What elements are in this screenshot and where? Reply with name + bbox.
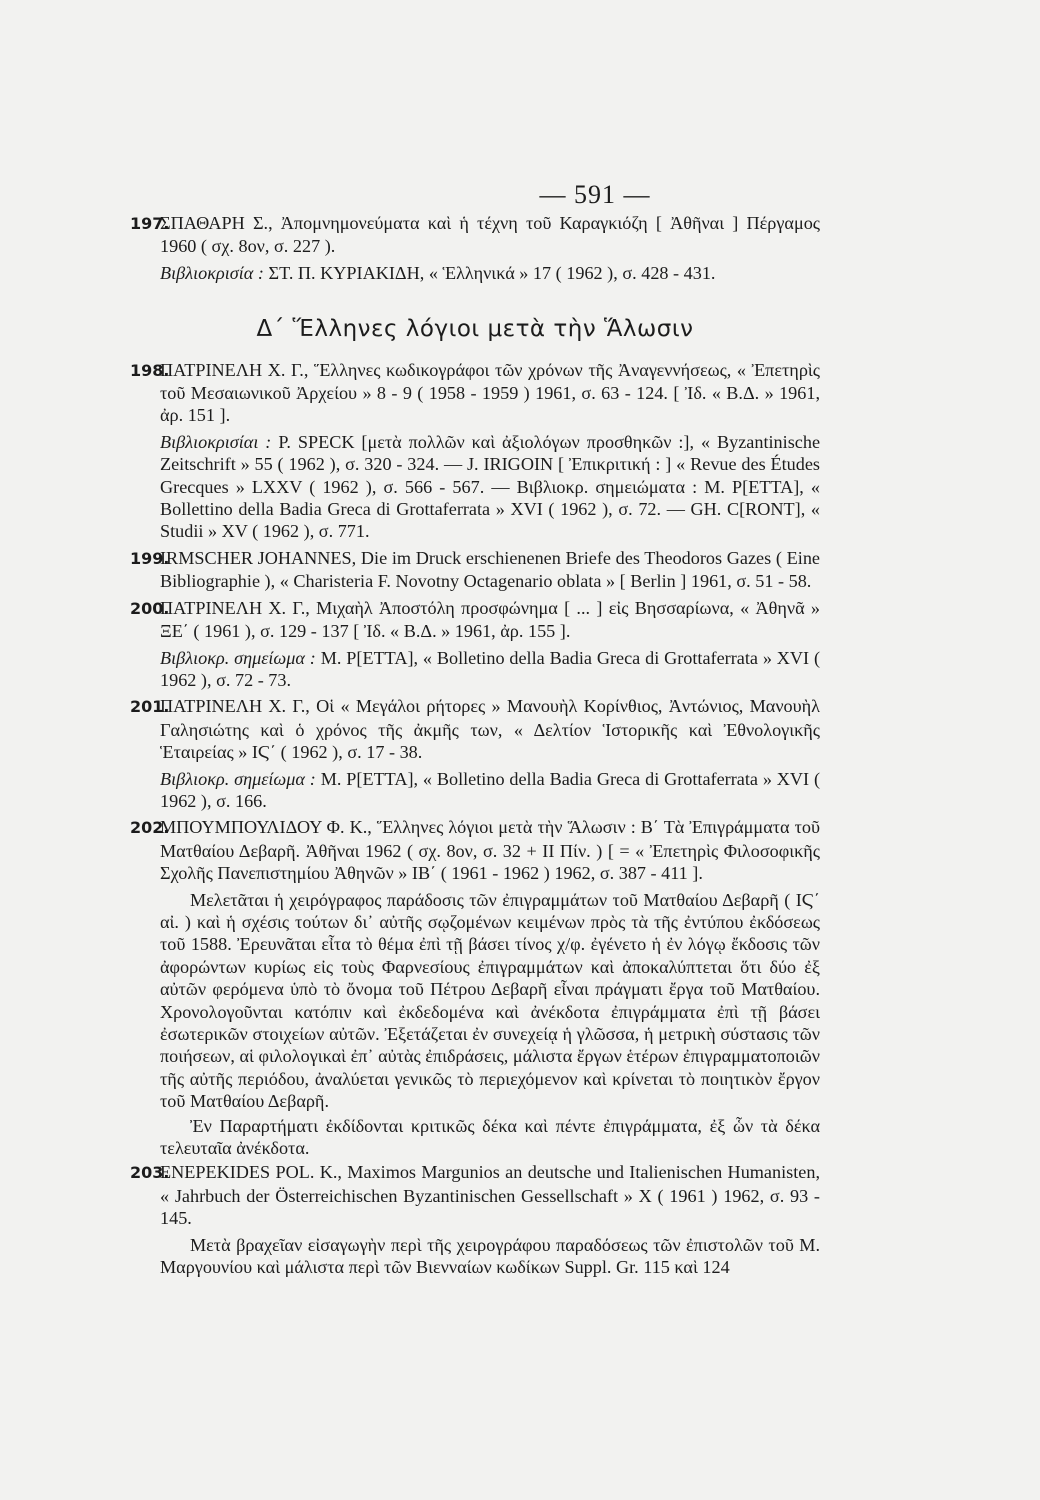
- bibliography-content: [130, 212, 820, 1280]
- entry-number: 199.: [130, 548, 170, 568]
- entry-text: ΠΑΤΡΙΝΕΛΗ Χ. Γ., Ἕλληνες κωδικογράφοι τῶν χρόνων τῆς Ἀναγεννήσεως, « Ἐπετηρὶς τοῦ Μεσαιωνικοῦ Ἀρχείου » 8 - 9 ( 1958 - 1959 ) 1961, σ. 63 - 124. [ Ἰδ. « Β.Δ. » 1961, ἀρ. 151 ].: [160, 359, 820, 426]
- review-197: [130, 262, 820, 284]
- review-text: P. SPECK [μετὰ πολλῶν καὶ ἀξιολόγων προσθηκῶν :], « Byzantinische Zeitschrift » 55 ( 1962 ), σ. 320 - 324. — J. IRIGOIN [ Ἐπικριτική : ] « Revue des Études Grecques » LXXV ( 1962 ), σ. 566 - 567. — Βιβλιοκρ. σημειώματα : M. P[ETTA], « Bollettino della Badia Greca di Grottaferrata » XVI ( 1962 ), σ. 72. — GH. C[RONT], « Studii » XV ( 1962 ), σ. 771.: [160, 431, 821, 542]
- entry-number: 200.: [130, 598, 170, 618]
- section-heading: Δ΄ Ἕλληνες λόγιοι μετὰ τὴν Ἅλωσιν: [256, 316, 694, 343]
- review-label: Βιβλιοκρισία :: [160, 262, 264, 283]
- review-text: M. P[ETTA], « Bolletino della Badia Greca di Grottaferrata » XVI ( 1962 ), σ. 72 - 73.: [160, 647, 821, 690]
- review-text: ΣΤ. Π. ΚΥΡΙΑΚΙΔΗ, « Ἑλληνικά » 17 ( 1962 ), σ. 428 - 431.: [268, 262, 716, 283]
- entry-203: [130, 1161, 820, 1229]
- entry-text: ΠΑΤΡΙΝΕΛΗ Χ. Γ., Οἱ « Μεγάλοι ρήτορες » Μανουὴλ Κορίνθιος, Ἀντώνιος, Μανουὴλ Γαλησιώτης καὶ ὁ χρόνος τῆς ἀκμῆς των, « Δελτίον Ἱστορικῆς καὶ Ἐθνολογικῆς Ἑταιρείας » ΙϚ΄ ( 1962 ), σ. 17 - 38.: [160, 696, 820, 763]
- entry-198: [130, 359, 820, 427]
- entry-number: 197.: [130, 214, 170, 233]
- entry-197: [130, 212, 820, 258]
- summary-202-b: Ἐν Παραρτήματι ἐκδίδονται κριτικῶς δέκα καὶ πέντε ἐπιγράμματα, ἐξ ὧν τὰ δέκα τελευταῖα ἀνέκδοτα.: [160, 1115, 820, 1159]
- entry-text: ΠΑΤΡΙΝΕΛΗ Χ. Γ., Μιχαὴλ Ἀποστόλη προσφώνημα [ ... ] εἰς Βησσαρίωνα, « Ἀθηνᾶ » ΞΕ΄ ( 1961 ), σ. 129 - 137 [ Ἰδ. « Β.Δ. » 1961, ἀρ. 155 ].: [160, 597, 820, 642]
- entry-number: 201.: [130, 697, 170, 717]
- page-number: — 591 —: [539, 180, 651, 209]
- entry-200: [130, 597, 820, 643]
- review-label: Βιβλιοκρισίαι :: [160, 431, 272, 452]
- entry-number: 202.: [130, 818, 170, 838]
- entry-text: ENEPEKIDES POL. K., Maximos Margunios an deutsche und Italienischen Humanisten, « Jahrbuch der Österreichischen Byzantinischen Gessellschaft » X ( 1961 ) 1962, σ. 93 - 145.: [160, 1162, 820, 1229]
- entry-199: [130, 547, 820, 593]
- entry-201: [130, 695, 820, 763]
- summary-202-a: Μελετᾶται ἡ χειρόγραφος παράδοσις τῶν ἐπιγραμμάτων τοῦ Ματθαίου Δεβαρῆ ( ΙϚ΄ αἰ. ) καὶ ἡ σχέσις τούτων δι᾽ αὐτῆς σῳζομένων κειμένων πρὸς τὰ τῆς ἐντύπου ἐκδόσεως τοῦ 1588. Ἐρευνᾶται εἶτα τὸ θέμα ἐπὶ τῇ βάσει τίνος χ/φ. ἐγένετο ἡ ἐν λόγῳ ἔκδοσις τῶν ἀφορώντων κυρίως εἰς τοὺς Φαρνεσίους ἐπιγραμμάτων καὶ ἀποκαλύπτεται ὅτι δύο ἐξ αὐτῶν φερόμενα ὑπὸ τὸ ὄνομα τοῦ Πέτρου Δεβαρῆ εἶναι πράγματι ἔργα τοῦ Ματθαίου. Χρονολογοῦνται κατόπιν καὶ ἐκδεδομένα καὶ ἀνέκδοτα ἐπιγράμματα ἐπὶ τῇ βάσει ἐσωτερικῶν στοιχείων αὐτῶν. Ἐξετάζεται ἐν συνεχείᾳ ἡ γλῶσσα, ἡ μετρικὴ σύστασις τῶν ποιήσεων, αἱ φιλολογικαὶ ἐπ᾽ αὐτὰς ἐπιδράσεις, μάλιστα ἔργων ἑτέρων ἐπιγραμματοποιῶν τῆς αὐτῆς περιόδου, ἀναλύεται γενικῶς τὸ περιεχόμενον καὶ κρίνεται τὸ ποιητικὸν ἔργον τοῦ Ματθαίου Δεβαρῆ.: [160, 889, 820, 1112]
- review-200: [130, 647, 820, 692]
- review-label: Βιβλιοκρ. σημείωμα :: [160, 768, 316, 789]
- entry-number: 198.: [130, 360, 170, 380]
- entry-text: IRMSCHER JOHANNES, Die im Druck erschienenen Briefe des Theodoros Gazes ( Eine Bibliographie ), « Charisteria F. Novotny Octagenario oblata » [ Berlin ] 1961, σ. 51 - 58.: [160, 547, 820, 592]
- summary-203: Μετὰ βραχεῖαν εἰσαγωγὴν περὶ τῆς χειρογράφου παραδόσεως τῶν ἐπιστολῶν τοῦ Μ. Μαργουνίου καὶ μάλιστα περὶ τῶν Βιενναίων κωδίκων Suppl. Gr. 115 καὶ 124: [160, 1234, 820, 1278]
- review-201: [130, 768, 820, 813]
- entry-number: 203.: [130, 1163, 170, 1183]
- entry-text: ΜΠΟΥΜΠΟΥΛΙΔΟΥ Φ. Κ., Ἕλληνες λόγιοι μετὰ τὴν Ἅλωσιν : Β΄ Τὰ Ἐπιγράμματα τοῦ Ματθαίου Δεβαρῆ. Ἀθῆναι 1962 ( σχ. 8ον, σ. 32 + ΙΙ Πίν. ) [ = « Ἐπετηρὶς Φιλοσοφικῆς Σχολῆς Πανεπιστημίου Ἀθηνῶν » ΙΒ΄ ( 1961 - 1962 ) 1962, σ. 387 - 411 ].: [160, 817, 820, 884]
- review-label: Βιβλιοκρ. σημείωμα :: [160, 647, 316, 668]
- entry-text: ΣΠΑΘΑΡΗ Σ., Ἀπομνημονεύματα καὶ ἡ τέχνη τοῦ Καραγκιόζη [ Ἀθῆναι ] Πέργαμος 1960 ( σχ. 8ον, σ. 227 ).: [160, 213, 820, 257]
- review-text: M. P[ETTA], « Bolletino della Badia Greca di Grottaferrata » XVI ( 1962 ), σ. 166.: [160, 768, 821, 811]
- entry-202: [130, 816, 820, 884]
- review-198: [130, 431, 820, 543]
